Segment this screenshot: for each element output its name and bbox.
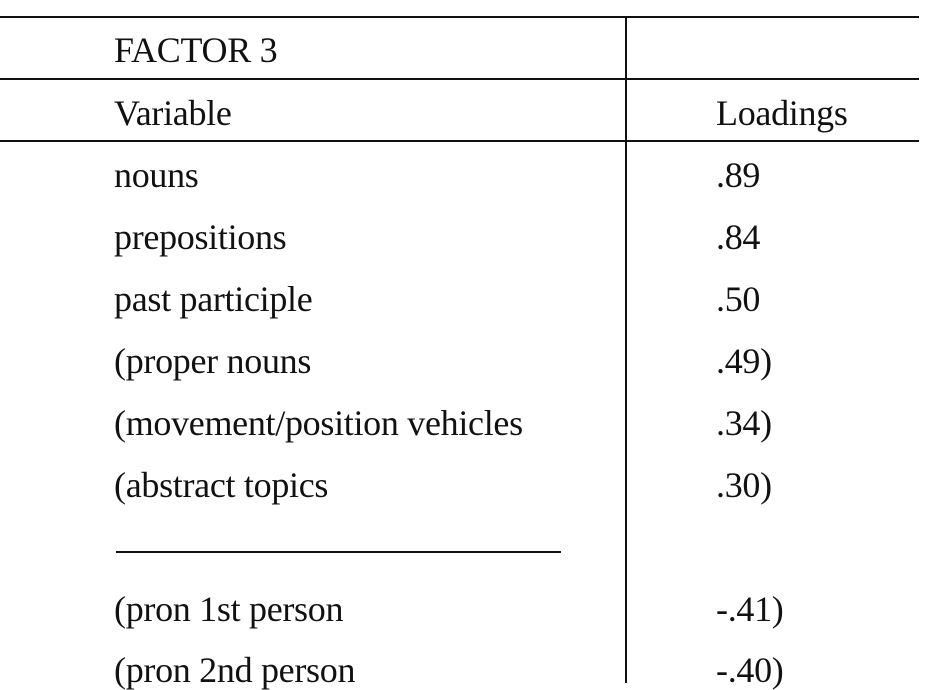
table-title-rule: [0, 78, 919, 80]
table-row-loading: .84: [716, 217, 761, 257]
table-row-loading: .30): [716, 465, 772, 505]
table-row-variable: (proper nouns: [114, 341, 312, 381]
positive-negative-separator: [116, 551, 561, 553]
table-row-variable: (pron 1st person: [114, 589, 344, 629]
loadings-column-header: Loadings: [716, 93, 848, 133]
variable-column-header: Variable: [114, 93, 232, 133]
table-row-loading: .50: [716, 279, 761, 319]
table-row-loading: .89: [716, 155, 761, 195]
table-row-variable: (movement/position vehicles: [114, 403, 523, 443]
factor-title: FACTOR 3: [114, 30, 278, 70]
table-row-loading: .49): [716, 341, 772, 381]
table-row-variable: prepositions: [114, 217, 287, 257]
table-header-rule: [0, 140, 919, 142]
table-row-loading: -.41): [716, 589, 784, 629]
table-row-variable: (pron 2nd person: [114, 650, 356, 690]
table-top-rule: [0, 16, 919, 18]
table-row-variable: nouns: [114, 155, 199, 195]
column-divider: [625, 16, 627, 683]
table-row-loading: -.40): [716, 650, 784, 690]
table-row-variable: (abstract topics: [114, 465, 329, 505]
table-row-loading: .34): [716, 403, 772, 443]
table-row-variable: past participle: [114, 279, 313, 319]
